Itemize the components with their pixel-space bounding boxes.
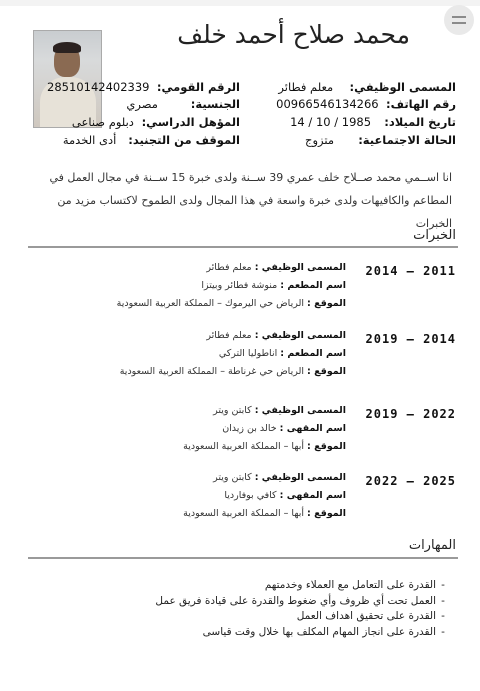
line-value: معلم فطائر xyxy=(206,330,252,341)
info-label: المسمى الوظيفي: xyxy=(349,80,456,94)
info-label: تاريخ الميلاد: xyxy=(384,115,456,129)
experience-years: 2019 – 2014 xyxy=(365,332,456,346)
experience-location-line xyxy=(183,508,346,519)
experience-title-line xyxy=(213,405,346,416)
line-value: أبها – المملكة العربية السعودية xyxy=(183,441,304,452)
line-value: الرياض حي غرناطة – المملكة العربية السعودية xyxy=(119,366,304,377)
info-label: الجنسية: xyxy=(190,97,240,111)
experience-title-line xyxy=(206,262,346,273)
info-value: أدى الخدمة xyxy=(62,133,117,147)
line-value: كابتن ويتر xyxy=(213,405,252,416)
line-label: المسمى الوظيفي : xyxy=(254,262,346,273)
info-qualification xyxy=(68,115,240,129)
info-job-title xyxy=(266,80,456,94)
info-label: الرقم القومي: xyxy=(156,80,240,94)
experience-item xyxy=(26,262,456,332)
info-phone xyxy=(272,97,456,111)
line-value: كابتن ويتر xyxy=(213,472,252,483)
info-military xyxy=(55,133,240,147)
experience-place-line xyxy=(201,280,346,291)
info-label: رقم الهاتف: xyxy=(386,97,456,111)
line-value: أبها – المملكة العربية السعودية xyxy=(183,508,304,519)
info-value: مصري xyxy=(126,97,158,111)
info-value: 1985 / 10 / 14 xyxy=(290,115,372,129)
line-label: الموقع : xyxy=(307,366,346,377)
line-label: اسم المطعم : xyxy=(280,280,346,291)
skills-title: المهارات xyxy=(408,538,456,553)
experience-title: الخبرات xyxy=(413,228,456,243)
experience-location-line xyxy=(117,298,346,309)
experience-item xyxy=(26,330,456,400)
experience-title-line xyxy=(213,472,346,483)
skill-item: - القدرة على انجاز المهام المكلف بها خلال وقت قياسى xyxy=(30,625,450,641)
skill-item: - القدرة على التعامل مع العملاء وخدمتهم xyxy=(30,578,450,594)
experience-title-line xyxy=(206,330,346,341)
info-value: معلم فطائر xyxy=(278,80,334,94)
top-bar xyxy=(0,0,480,6)
line-label: المسمى الوظيفي : xyxy=(254,472,346,483)
experience-years: 2019 – 2022 xyxy=(365,407,456,421)
info-label: المؤهل الدراسي: xyxy=(141,115,240,129)
experience-years: 2014 – 2011 xyxy=(365,264,456,278)
line-value: خالد بن زيدان xyxy=(222,423,277,434)
experience-place-line xyxy=(222,423,346,434)
menu-icon[interactable] xyxy=(444,5,474,35)
experience-place-line xyxy=(224,490,346,501)
skills-divider xyxy=(28,557,458,559)
experience-item xyxy=(26,405,456,475)
info-value: 28510142402339 xyxy=(47,80,150,94)
experience-location-line xyxy=(183,441,346,452)
skill-item: - العمل تحت أي ظروف وأي ضغوط والقدرة على قيادة فريق عمل xyxy=(30,594,450,610)
line-value: كافي بوفارديا xyxy=(224,490,277,501)
summary-text: انا اســمي محمد صــلاح خلف عمري 39 ســنة ولدى خبرة 15 ســنة في مجال العمل في المطاعم والكافيهات ولدى خبرة واسعة في هذا المجال ولدى الطموح لاكتساب مزيد من الخبرات xyxy=(49,171,452,230)
profile-photo xyxy=(33,30,102,128)
experience-location-line xyxy=(120,366,346,377)
experience-place-line xyxy=(219,348,346,359)
info-value: 00966546134266 xyxy=(276,97,379,111)
info-birth xyxy=(281,115,456,129)
line-label: المسمى الوظيفي : xyxy=(254,330,346,341)
line-value: الرياض حي اليرموك – المملكة العربية السعودية xyxy=(116,298,304,309)
skills-list xyxy=(30,578,450,640)
experience-item xyxy=(26,472,456,542)
line-label: اسم المقهى : xyxy=(279,490,346,501)
info-value: دبلوم صناعى xyxy=(71,115,134,129)
line-label: اسم المطعم : xyxy=(280,348,346,359)
info-national-id xyxy=(43,80,240,94)
line-label: المسمى الوظيفي : xyxy=(254,405,346,416)
info-nationality xyxy=(97,97,240,111)
info-label: الحالة الاجتماعية: xyxy=(358,133,456,147)
experience-years: 2022 – 2025 xyxy=(365,474,456,488)
info-marital xyxy=(285,133,456,147)
info-value: متزوج xyxy=(305,133,334,147)
line-value: منوشة فطائر وبيتزا xyxy=(201,280,278,291)
experience-divider xyxy=(28,246,458,248)
line-label: الموقع : xyxy=(307,298,346,309)
cv-name: محمد صلاح أحمد خلف xyxy=(177,20,410,49)
info-label: الموقف من التجنيد: xyxy=(128,133,240,147)
line-label: الموقع : xyxy=(307,508,346,519)
skill-item: - القدرة على تحقيق اهداف العمل xyxy=(30,609,450,625)
line-label: الموقع : xyxy=(307,441,346,452)
line-value: معلم فطائر xyxy=(206,262,252,273)
line-label: اسم المقهى : xyxy=(279,423,346,434)
line-value: اناطوليا التركي xyxy=(218,348,278,359)
